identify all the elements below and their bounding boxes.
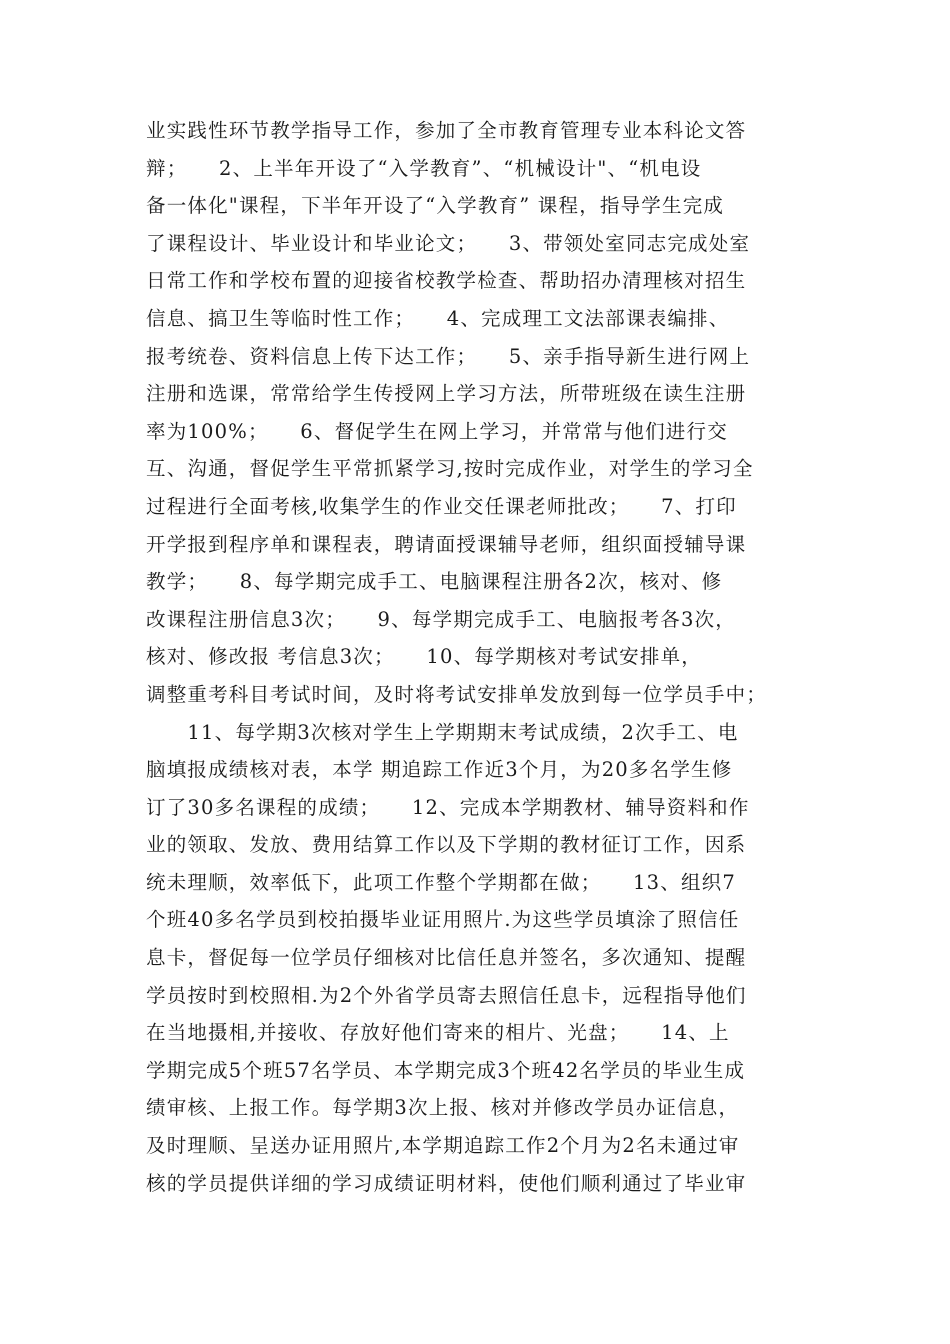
text-line: 11、每学期3次核对学生上学期期末考试成绩，2次手工、电 <box>146 720 739 744</box>
text-line: 日常工作和学校布置的迎接省校教学检查、帮助招办清理核对招生 <box>146 269 747 293</box>
text-line: 率为100%； 6、督促学生在网上学习，并常常与他们进行交 <box>146 419 728 443</box>
text-line: 学员按时到校照相.为2个外省学员寄去照信任息卡，远程指导他们 <box>146 983 747 1007</box>
text-line: 统未理顺，效率低下，此项工作整个学期都在做； 13、组织7 <box>146 870 736 894</box>
text-line: 报考统卷、资料信息上传下达工作； 5、亲手指导新生进行网上 <box>146 344 751 368</box>
text-line: 教学； 8、每学期完成手工、电脑课程注册各2次，核对、修 <box>146 570 723 594</box>
text-line: 业的领取、发放、费用结算工作以及下学期的教材征订工作，因系 <box>146 833 747 857</box>
text-line: 学期完成5个班57名学员、本学期完成3个班42名学员的毕业生成 <box>146 1058 746 1082</box>
text-line: 了课程设计、毕业设计和毕业论文； 3、带领处室同志完成处室 <box>146 231 751 255</box>
text-line: 备一体化"课程，下半年开设了“入学教育” 课程，指导学生完成 <box>146 194 725 218</box>
text-line: 订了30多名课程的成绩； 12、完成本学期教材、辅导资料和作 <box>146 795 750 819</box>
text-line: 信息、搞卫生等临时性工作； 4、完成理工文法部课表编排、 <box>146 306 730 330</box>
text-line: 核对、修改报 考信息3次； 10、每学期核对考试安排单， <box>146 645 702 669</box>
text-line: 改课程注册信息3次； 9、每学期完成手工、电脑报考各3次， <box>146 607 736 631</box>
text-line: 互、沟通，督促学生平常抓紧学习,按时完成作业，对学生的学习全 <box>146 457 754 481</box>
text-line: 调整重考科目考试时间，及时将考试安排单发放到每一位学员手中； <box>146 682 768 706</box>
text-line: 脑填报成绩核对表，本学 期追踪工作近3个月，为20多名学生修 <box>146 758 733 782</box>
body-text <box>146 112 816 1202</box>
text-line: 业实践性环节教学指导工作，参加了全市教育管理专业本科论文答 <box>146 119 747 142</box>
text-line: 个班40多名学员到校拍摄毕业证用照片.为这些学员填涂了照信任 <box>146 908 740 932</box>
text-line: 过程进行全面考核,收集学生的作业交任课老师批改； 7、打印 <box>146 494 737 518</box>
text-line: 在当地摄相,并接收、存放好他们寄来的相片、光盘； 14、上 <box>146 1021 730 1045</box>
text-line: 息卡，督促每一位学员仔细核对比信任息并签名，多次通知、提醒 <box>146 946 747 970</box>
text-line: 及时理顺、呈送办证用照片,本学期追踪工作2个月为2名未通过审 <box>146 1134 740 1158</box>
text-line: 开学报到程序单和课程表，聘请面授课辅导老师，组织面授辅导课 <box>146 532 747 556</box>
text-line: 辩； 2、上半年开设了“入学教育”、“机械设计"、“机电设 <box>146 156 702 180</box>
text-line: 核的学员提供详细的学习成绩证明材料，使他们顺利通过了毕业审 <box>146 1171 747 1195</box>
text-line: 注册和选课，常常给学生传授网上学习方法，所带班级在读生注册 <box>146 382 747 406</box>
text-line: 绩审核、上报工作。每学期3次上报、核对并修改学员办证信息， <box>146 1096 740 1120</box>
